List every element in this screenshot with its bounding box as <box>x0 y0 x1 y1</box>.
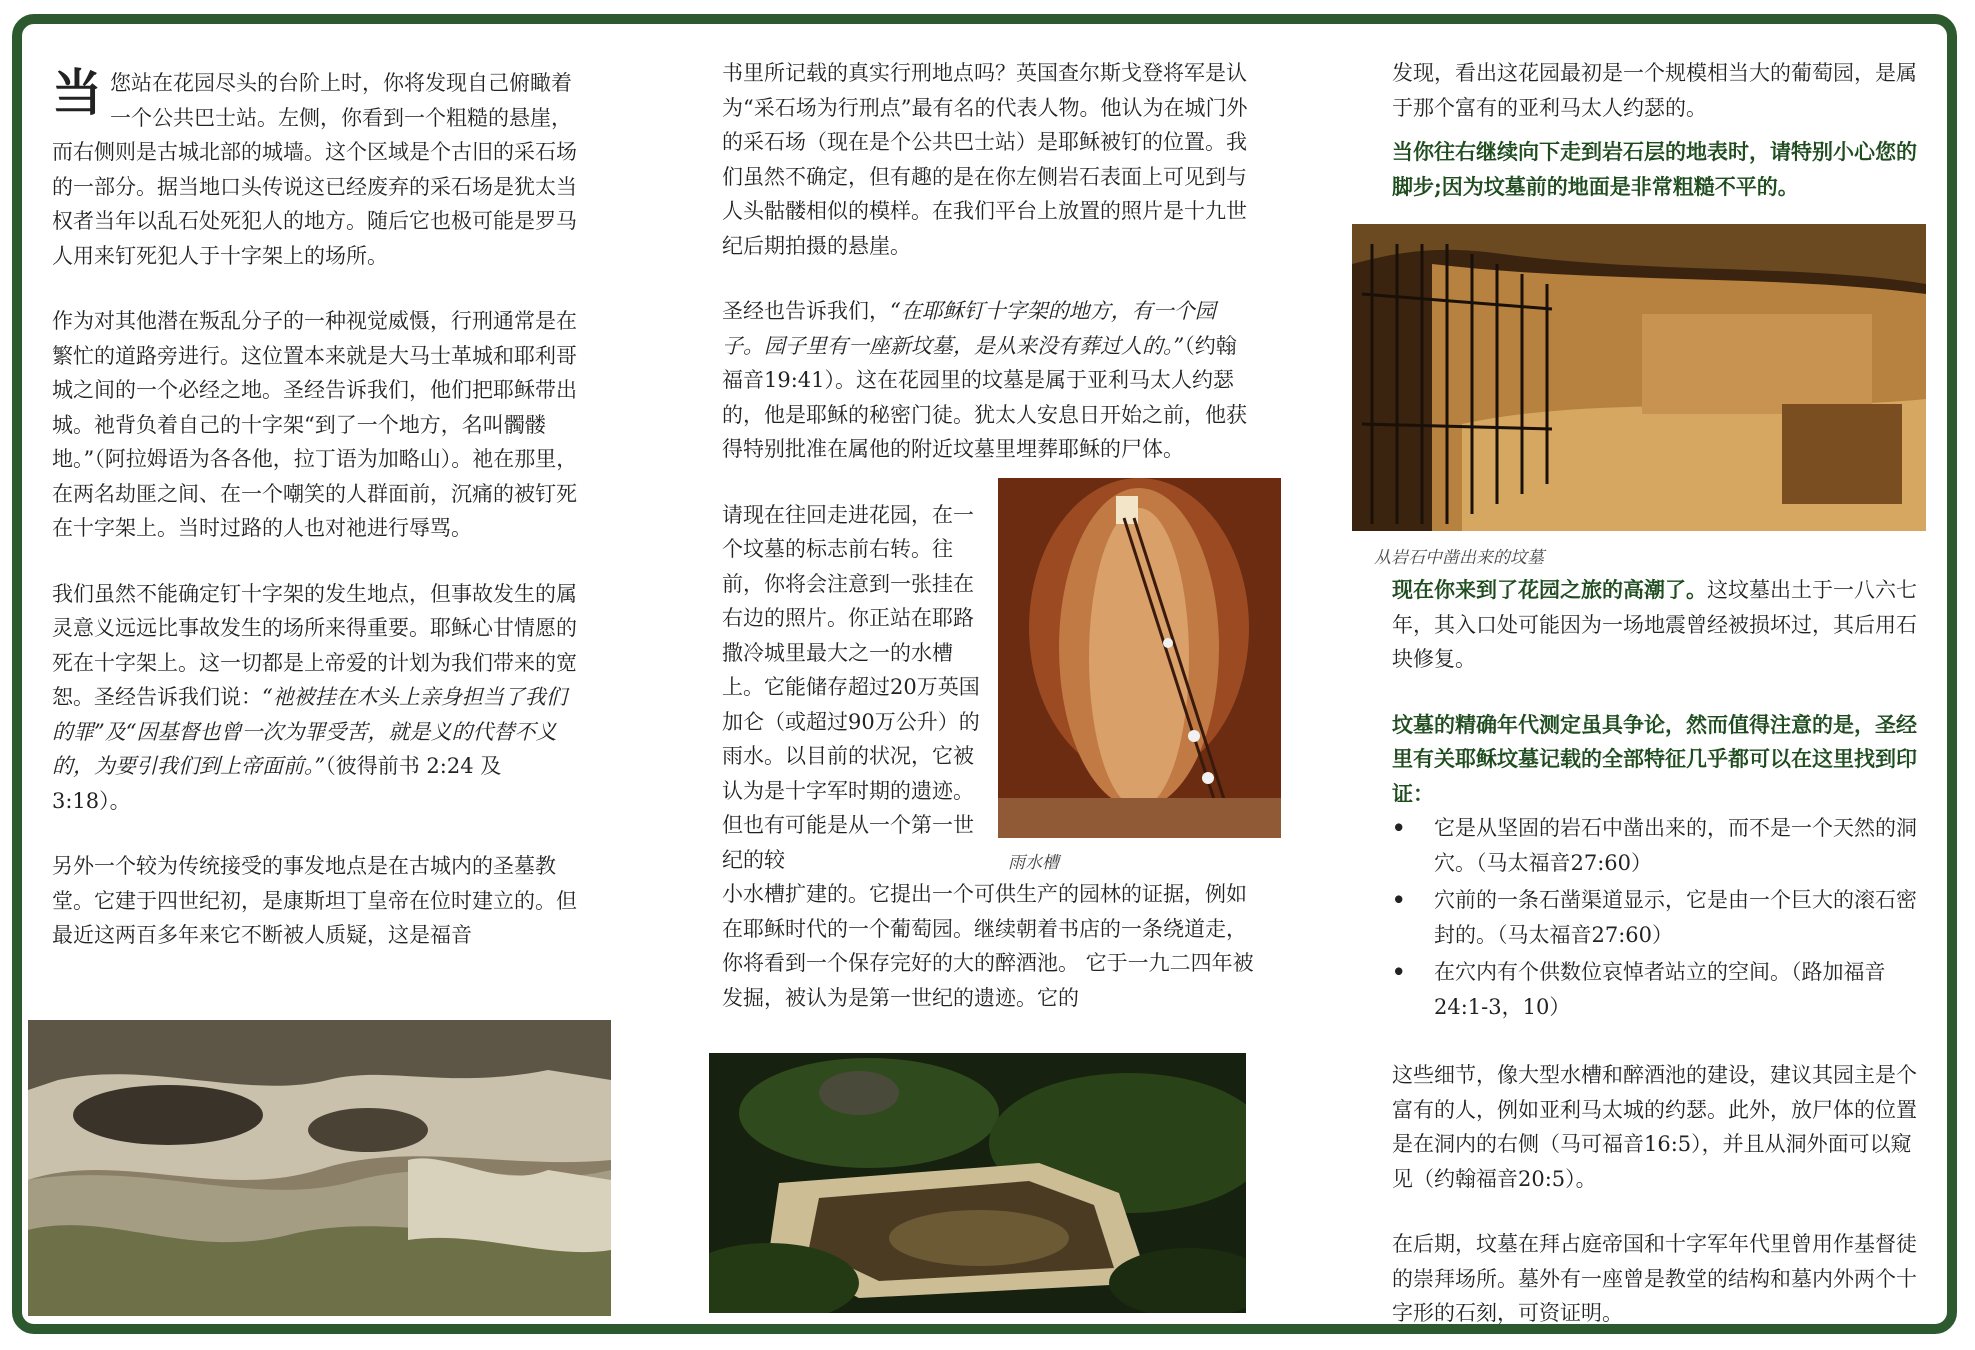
paragraph: 在后期，坟墓在拜占庭帝国和十字军年代里曾用作基督徒的崇拜场所。墓外有一座曾是教堂的结构和墓内外两个十字形的石刻，可资证明。 <box>1392 1232 1917 1325</box>
cistern-caption: 雨水槽 <box>1008 853 1059 873</box>
cistern-photo <box>998 478 1281 838</box>
paragraph-text: （约翰福音19:41）。这在花园里的坟墓是属于亚利马太人约瑟的，他是耶稣的秘密门徒。犹太人安息日开始之前，他获得特别批准在属他的附近坟墓里埋葬耶稣的尸体。 <box>722 333 1247 461</box>
scripture-quote: “在耶稣钉十字架的地方，有一个园子。园子里有一座新坟墓，是从来没有葬过人的。” <box>722 299 1216 358</box>
paragraph-text: 圣经也告诉我们， <box>722 299 890 323</box>
paragraph <box>52 63 584 273</box>
column-1 <box>52 63 584 953</box>
paragraph <box>1392 573 1928 677</box>
paragraph-heading: 坟墓的精确年代测定虽具争论，然而值得注意的是，圣经里有关耶稣坟墓记载的全部特征几乎都可以在这里找到印证： <box>1392 711 1917 806</box>
paragraph-text: 您站在花园尽头的台阶上时，你将发现自己俯瞰着一个公共巴士站。左侧，你看到一个粗糙的悬崖，而右侧则是古城北部的城墙。这个区域是个古旧的采石场的一部分。据当地口头传说这已经废弃的采石场是犹太当权者当年以乱石处死犯人的地方。随后它也极可能是罗马人用来钉死犯人于十字架上的场所。 <box>52 71 577 268</box>
list-item <box>1392 883 1928 952</box>
paragraph-text: 我们虽然不能确定钉十字架的发生地点，但事故发生的属灵意义远远比事故发生的场所来得重要。耶稣心甘情愿的死在十字架上。这一切都是上帝爱的计划为我们带来的宽恕。圣经告诉我们说： <box>52 581 577 709</box>
paragraph: 作为对其他潜在叛乱分子的一种视觉威慑，行刑通常是在繁忙的道路旁进行。这位置本来就是大马士革城和耶利哥城之间的一个必经之地。圣经告诉我们，他们把耶稣带出城。祂背负着自己的十字架“到了一个地方，名叫髑髅地。”（阿拉姆语为各各他，拉丁语为加略山）。祂在那里，在两名劫匪之间、在一个嘲笑的人群面前，沉痛的被钉死在十字架上。当时过路的人也对祂进行辱骂。 <box>52 309 578 540</box>
list-item-text: 它是从坚固的岩石中凿出来的，而不是一个天然的洞穴。（马太福音27:60） <box>1434 816 1917 875</box>
paragraph: 这些细节，像大型水槽和醉酒池的建设，建议其园主是个富有的人，例如亚利马太城的约瑟。此外，放尸体的位置是在洞内的右侧（马可福音16:5），并且从洞外面可以窥见（约翰福音20:5）。 <box>1392 1063 1917 1191</box>
paragraph: 小水槽扩建的。它提出一个可供生产的园林的证据，例如在耶稣时代的一个葡萄园。继续朝着书店的一条绕道走，你将看到一个保存完好的大的醉酒池。 它于一九二四年被发掘，被认为是第一世纪的遗迹。它的 <box>722 882 1254 1010</box>
paragraph: 另外一个较为传统接受的事发地点是在古城内的圣墓教堂。它建于四世纪初，是康斯坦丁皇帝在位时建立的。但最近这两百多年来它不断被人质疑，这是福音 <box>52 854 577 947</box>
evidence-list <box>1392 811 1928 1024</box>
bullet-icon: • <box>1392 959 1406 984</box>
list-item <box>1392 955 1928 1024</box>
bullet-icon: • <box>1392 815 1406 840</box>
warning-paragraph: 当你往右继续向下走到岩石层的地表时，请特别小心您的脚步;因为坟墓前的地面是非常粗糙不平的。 <box>1392 139 1917 199</box>
tomb-caption: 从岩石中凿出来的坟墓 <box>1374 548 1544 568</box>
bullet-icon: • <box>1392 887 1406 912</box>
paragraph <box>52 577 584 819</box>
drop-cap: 当 <box>52 63 102 122</box>
list-item-text: 穴前的一条石凿渠道显示，它是由一个巨大的滚石密封的。（马太福音27:60） <box>1434 888 1917 947</box>
cliff-photo <box>28 1020 611 1316</box>
paragraph: 书里所记载的真实行刑地点吗？英国查尔斯戈登将军是认为“采石场为行刑点”最有名的代表人物。他认为在城门外的采石场（现在是个公共巴士站）是耶稣被钉的位置。我们虽然不确定，但有趣的是在你左侧岩石表面上可见到与人头骷髅相似的模样。在我们平台上放置的照片是十九世纪后期拍摄的悬崖。 <box>722 61 1248 258</box>
paragraph <box>722 294 1254 467</box>
scripture-reference: （彼得前书 2:24 及 3:18）。 <box>52 754 502 813</box>
scripture-quote: “祂被挂在木头上亲身担当了我们的罪”及“因基督也曾一次为罪受苦，就是义的代替不义的，为要引我们到上帝面前。” <box>52 685 567 778</box>
column-3-lower <box>1392 573 1928 1331</box>
list-item-text: 在穴内有个供数位哀悼者站立的空间。（路加福音24:1-3，10） <box>1434 960 1886 1019</box>
paragraph: 发现，看出这花园最初是一个规模相当大的葡萄园，是属于那个富有的亚利马太人约瑟的。 <box>1392 61 1917 120</box>
paragraph-lead: 现在你来到了花园之旅的高潮了。 <box>1392 577 1707 602</box>
column-3 <box>1392 56 1928 204</box>
paragraph: 请现在往回走进花园，在一个坟墓的标志前右转。往前，你将会注意到一张挂在右边的照片。你正站在耶路撒冷城里最大之一的水槽上。它能储存超过20万英国加仑（或超过90万公升）的雨水。以目前的状况，它被认为是十字军时期的遗迹。但也有可能是从一个第一世纪的较 <box>722 502 980 872</box>
list-item <box>1392 811 1928 880</box>
paragraph-text: 这坟墓出土于一八六七年，其入口处可能因为一场地震曾经被损坏过，其后用石块修复。 <box>1392 578 1917 671</box>
tomb-photo <box>1352 224 1926 531</box>
winepress-photo <box>709 1053 1246 1313</box>
